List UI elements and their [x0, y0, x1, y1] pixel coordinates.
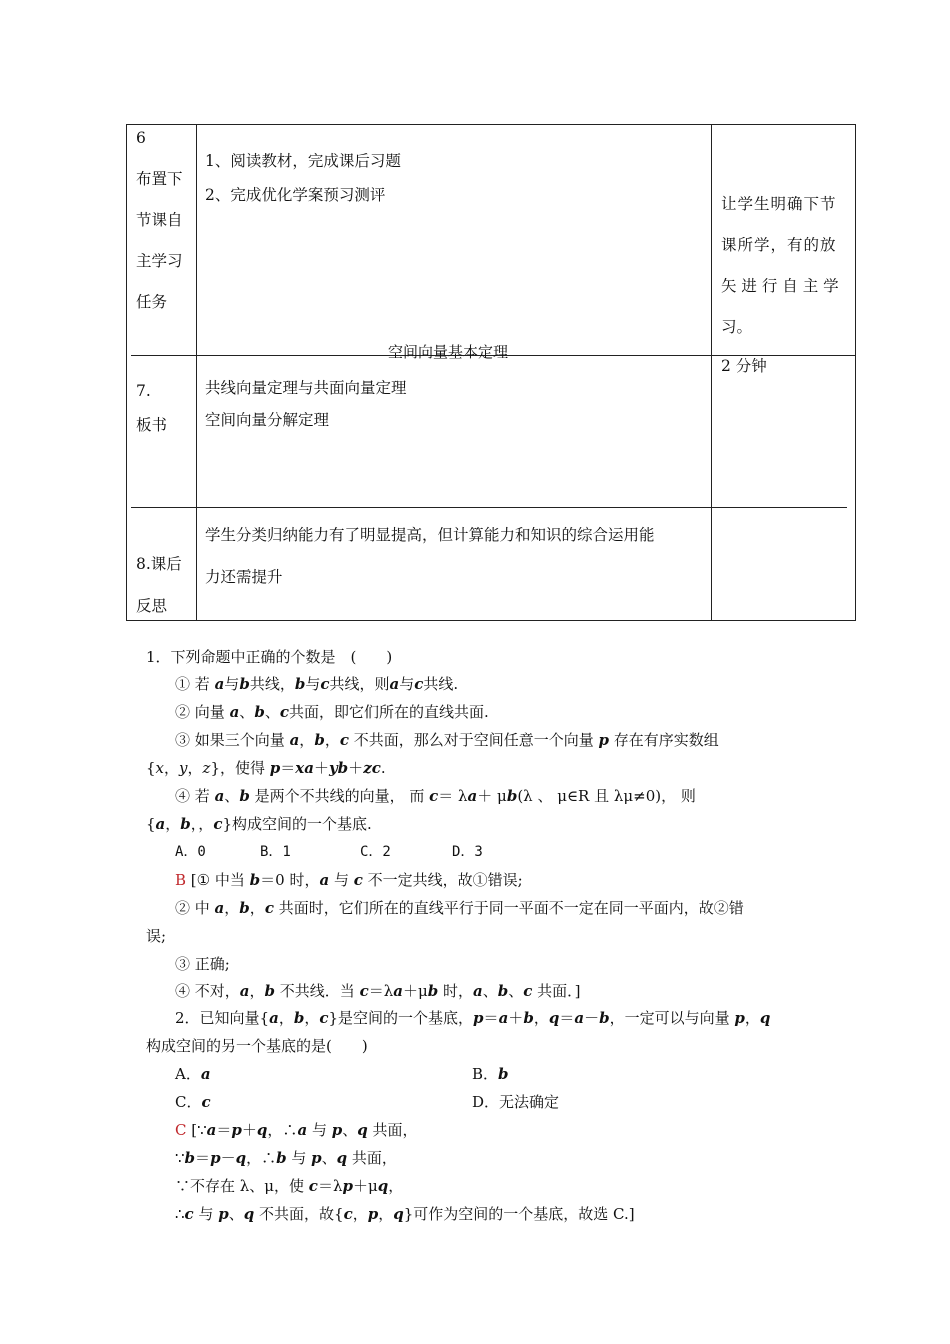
row3-col1-line: 8.课后	[136, 555, 182, 573]
row1-col2	[205, 144, 401, 212]
q1-option-b: B．1	[260, 844, 291, 860]
row2-col2-line: 空间向量分解定理	[205, 411, 330, 429]
q2-option-b: B．b	[472, 1065, 509, 1083]
row1-col1	[136, 118, 183, 323]
row2-col1-line: 板书	[136, 416, 168, 434]
row3-col2-line: 学生分类归纳能力有了明显提高，但计算能力和知识的综合运用能	[205, 526, 655, 544]
q1-answer-line-4: ④ 不对，a，b 不共线．当 c＝λa＋μb 时，a、b、c 共面．]	[175, 982, 581, 1000]
table-border-top	[126, 124, 856, 125]
row1-col3-line: 习。	[721, 318, 753, 336]
row1-col2-line: 1、阅读教材，完成课后习题	[205, 152, 401, 170]
table-col-divider-2	[711, 124, 712, 621]
q2-answer-line-3: ∵不存在 λ、μ，使 c＝λp＋μq，	[175, 1177, 404, 1195]
row1-col1-line: 布置下	[136, 170, 183, 188]
row1-col1-line: 6	[136, 129, 146, 147]
q1-stem: 1．下列命题中正确的个数是 ( )	[146, 648, 393, 666]
row2-col2-line: 共线向量定理与共面向量定理	[205, 379, 407, 397]
row3-col1	[136, 543, 182, 627]
table-col-divider-1	[196, 124, 197, 621]
q1-answer-line-2: ② 中 a，b，c 共面时，它们所在的直线平行于同一平面不一定在同一平面内，故②错	[175, 899, 744, 917]
row1-col1-line: 主学习	[136, 252, 183, 270]
row3-col2-line: 力还需提升	[205, 568, 283, 586]
q2-option-a: A．a	[175, 1065, 211, 1083]
q2-option-d: D．无法确定	[472, 1093, 560, 1111]
q2-answer-line-2: ∵b＝p－q，∴b 与 p、q 共面，	[175, 1149, 397, 1167]
q1-statement-3-cont: {x，y，z}，使得 p＝xa＋yb＋zc.	[146, 759, 386, 777]
row2-col2	[205, 372, 407, 436]
q1-option-a: A．0	[175, 844, 206, 860]
q1-statement-3: ③ 如果三个向量 a，b，c 不共面，那么对于空间任意一个向量 p 存在有序实数组	[175, 731, 719, 749]
board-title: 空间向量基本定理	[388, 343, 509, 361]
row3-col2	[205, 514, 655, 598]
row2-col3: 2 分钟	[721, 357, 767, 375]
q2-answer-letter: C	[175, 1121, 187, 1139]
row3-col1-line: 反思	[136, 597, 168, 615]
q1-answer-letter: B	[175, 871, 187, 889]
q1-answer-line-3: ③ 正确;	[175, 955, 230, 973]
q1-statement-4: ④ 若 a、b 是两个不共线的向量， 而 c＝ λa＋ μb(λ 、 μ∈R 且 λμ≠0)， 则	[175, 787, 696, 805]
q1-statement-1: ① 若 a与b共线，b与c共线，则a与c共线.	[175, 675, 459, 693]
q2-option-c: C．c	[175, 1093, 211, 1111]
row1-col1-line: 任务	[136, 293, 168, 311]
row1-col3-line: 矢 进 行 自 主 学	[721, 277, 839, 295]
q1-option-d: D．3	[452, 844, 483, 860]
q2-stem-cont: 构成空间的另一个基底的是( )	[146, 1037, 368, 1055]
q1-statement-2: ② 向量 a、b、c共面，即它们所在的直线共面.	[175, 703, 489, 721]
table-border-right	[855, 124, 856, 621]
row2-col1	[136, 374, 167, 442]
row1-col3	[721, 184, 839, 348]
row1-col3-line: 课所学，有的放	[721, 236, 837, 254]
row1-col3-line: 让学生明确下节	[721, 195, 837, 213]
q2-stem: 2．已知向量{a，b，c}是空间的一个基底，p＝a＋b，q＝a－b，一定可以与向量 p，q	[175, 1009, 771, 1027]
q1-answer-line-2-cont: 误;	[146, 927, 167, 945]
table-border-left	[126, 124, 127, 621]
q2-answer-line-4: ∴c 与 p、q 不共面，故{c，p，q}可作为空间的一个基底，故选 C.]	[175, 1205, 635, 1223]
row1-col1-line: 节课自	[136, 211, 183, 229]
row1-col2-line: 2、完成优化学案预习测评	[205, 186, 386, 204]
q1-statement-4-cont: {a，b，，c}构成空间的一个基底.	[146, 815, 372, 833]
row2-col1-line: 7.	[136, 382, 151, 400]
q1-option-c: C．2	[360, 844, 391, 860]
q2-answer-line-1: C [∵a＝p＋q，∴a 与 p、q 共面，	[175, 1121, 418, 1139]
table-border-bottom	[126, 620, 856, 621]
table-row-divider-2	[131, 507, 847, 508]
q1-answer-line-1: B [① 中当 b＝0 时，a 与 c 不一定共线，故①错误;	[175, 871, 523, 889]
